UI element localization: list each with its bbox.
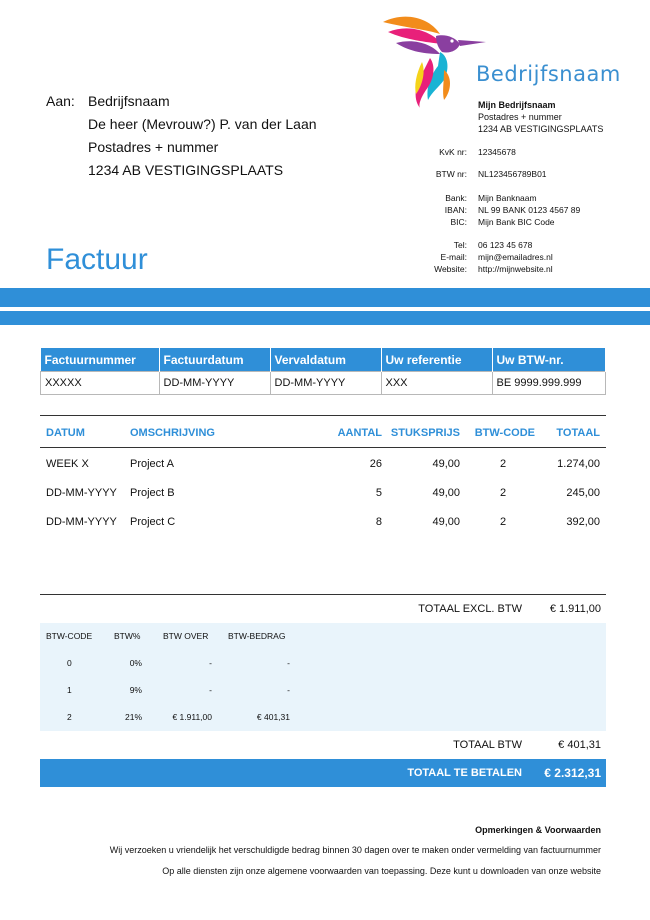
- row-datum: WEEK X: [46, 458, 89, 470]
- vat-over: -: [209, 685, 212, 695]
- btw-label: BTW nr:: [435, 169, 467, 179]
- total-due-label: TOTAAL TE BETALEN: [407, 767, 522, 779]
- vat-code: 1: [67, 685, 72, 695]
- row-datum: DD-MM-YYYY: [46, 516, 117, 528]
- row-totaal: 392,00: [566, 516, 600, 528]
- total-vat-value: € 401,31: [558, 739, 601, 751]
- header-band-bottom: [0, 311, 650, 325]
- summary-header: Uw BTW-nr.: [492, 348, 606, 372]
- email-label: E-mail:: [440, 252, 467, 262]
- vat-header: BTW OVER: [163, 631, 209, 641]
- row-totaal: 245,00: [566, 487, 600, 499]
- vat-over: € 1.911,00: [172, 712, 212, 722]
- row-stuksprijs: 49,00: [432, 458, 460, 470]
- row-stuksprijs: 49,00: [432, 487, 460, 499]
- row-omschrijving: Project C: [130, 516, 176, 528]
- vat-over: -: [209, 658, 212, 668]
- recipient-label: Aan:: [46, 93, 75, 109]
- row-aantal: 26: [369, 458, 382, 470]
- summary-header: Factuurnummer: [41, 348, 160, 372]
- vat-header: BTW-CODE: [46, 631, 93, 641]
- total-excl-label: TOTAAL EXCL. BTW: [418, 603, 522, 615]
- footer-payment-note: Wij verzoeken u vriendelijk het verschuldigde bedrag binnen 30 dagen over te maken onder vermelding van factuurnummer: [109, 845, 601, 855]
- recipient-company: Bedrijfsnaam: [88, 93, 170, 109]
- vat-percent: 0%: [129, 658, 142, 668]
- row-stuksprijs: 49,00: [432, 516, 460, 528]
- document-title: Factuur: [46, 243, 148, 276]
- company-block: [478, 99, 603, 135]
- kvk-label: KvK nr:: [439, 147, 467, 157]
- customer-vat: BE 9999.999.999: [492, 372, 606, 395]
- recipient-person: De heer (Mevrouw?) P. van der Laan: [88, 116, 317, 132]
- col-omschrijving: OMSCHRIJVING: [130, 427, 215, 439]
- total-excl-value: € 1.911,00: [549, 603, 601, 615]
- summary-header: Vervaldatum: [270, 348, 381, 372]
- kvk-value: 12345678: [478, 147, 516, 157]
- vat-header: BTW%: [114, 631, 141, 641]
- row-totaal: 1.274,00: [557, 458, 600, 470]
- col-stuksprijs: STUKSPRIJS: [390, 427, 460, 439]
- row-btwcode: 2: [500, 487, 507, 499]
- lines-top-rule: [40, 415, 606, 416]
- vat-percent: 21%: [124, 712, 142, 722]
- btw-value: NL123456789B01: [478, 169, 547, 179]
- brand-name: Bedrijfsnaam: [476, 62, 621, 86]
- iban-value: NL 99 BANK 0123 4567 89: [478, 205, 581, 215]
- lines-header-rule: [40, 447, 606, 448]
- iban-label: IBAN:: [444, 205, 467, 215]
- vat-amount: € 401,31: [256, 712, 290, 722]
- summary-value-row: [41, 372, 606, 395]
- header-band-top: [0, 288, 650, 307]
- row-btwcode: 2: [500, 516, 507, 528]
- lines-bottom-rule: [40, 594, 606, 595]
- company-name: Mijn Bedrijfsnaam: [478, 100, 556, 110]
- invoice-number: XXXXX: [41, 372, 160, 395]
- tel-label: Tel:: [453, 240, 467, 250]
- col-totaal: TOTAAL: [556, 427, 600, 439]
- tel-value: 06 123 45 678: [478, 240, 533, 250]
- row-aantal: 5: [375, 487, 382, 499]
- email-value: mijn@emailadres.nl: [478, 252, 553, 262]
- row-omschrijving: Project A: [130, 458, 175, 470]
- due-date: DD-MM-YYYY: [270, 372, 381, 395]
- recipient-street: Postadres + nummer: [88, 139, 219, 155]
- company-city: 1234 AB VESTIGINGSPLAATS: [478, 124, 604, 134]
- website-value: http://mijnwebsite.nl: [478, 264, 553, 274]
- row-btwcode: 2: [500, 458, 507, 470]
- vat-header: BTW-BEDRAG: [228, 631, 286, 641]
- total-due-value: € 2.312,31: [544, 766, 601, 780]
- footer-terms-note: Op alle diensten zijn onze algemene voorwaarden van toepassing. Deze kunt u downloaden van onze website: [162, 866, 601, 876]
- bic-value: Mijn Bank BIC Code: [478, 217, 555, 227]
- vat-code: 0: [67, 658, 72, 668]
- bank-label: Bank:: [445, 193, 467, 203]
- row-datum: DD-MM-YYYY: [46, 487, 117, 499]
- row-omschrijving: Project B: [130, 487, 175, 499]
- summary-header: Uw referentie: [381, 348, 492, 372]
- vat-amount: -: [287, 658, 290, 668]
- col-datum: DATUM: [46, 427, 85, 439]
- col-aantal: AANTAL: [337, 427, 382, 439]
- hummingbird-logo-icon: [378, 10, 498, 110]
- total-vat-label: TOTAAL BTW: [453, 739, 522, 751]
- row-aantal: 8: [375, 516, 382, 528]
- company-address: Postadres + nummer: [478, 112, 562, 122]
- invoice-date: DD-MM-YYYY: [159, 372, 270, 395]
- vat-code: 2: [67, 712, 72, 722]
- summary-header-row: [41, 348, 606, 372]
- recipient-city: 1234 AB VESTIGINGSPLAATS: [88, 162, 284, 178]
- vat-amount: -: [287, 685, 290, 695]
- bic-label: BIC:: [450, 217, 467, 227]
- reference: XXX: [381, 372, 492, 395]
- vat-percent: 9%: [129, 685, 142, 695]
- footer-heading: Opmerkingen & Voorwaarden: [475, 825, 601, 835]
- website-label: Website:: [434, 264, 467, 274]
- bank-value: Mijn Banknaam: [478, 193, 537, 203]
- summary-header: Factuurdatum: [159, 348, 270, 372]
- invoice-summary-table: [40, 348, 606, 395]
- col-btwcode: BTW-CODE: [474, 427, 535, 439]
